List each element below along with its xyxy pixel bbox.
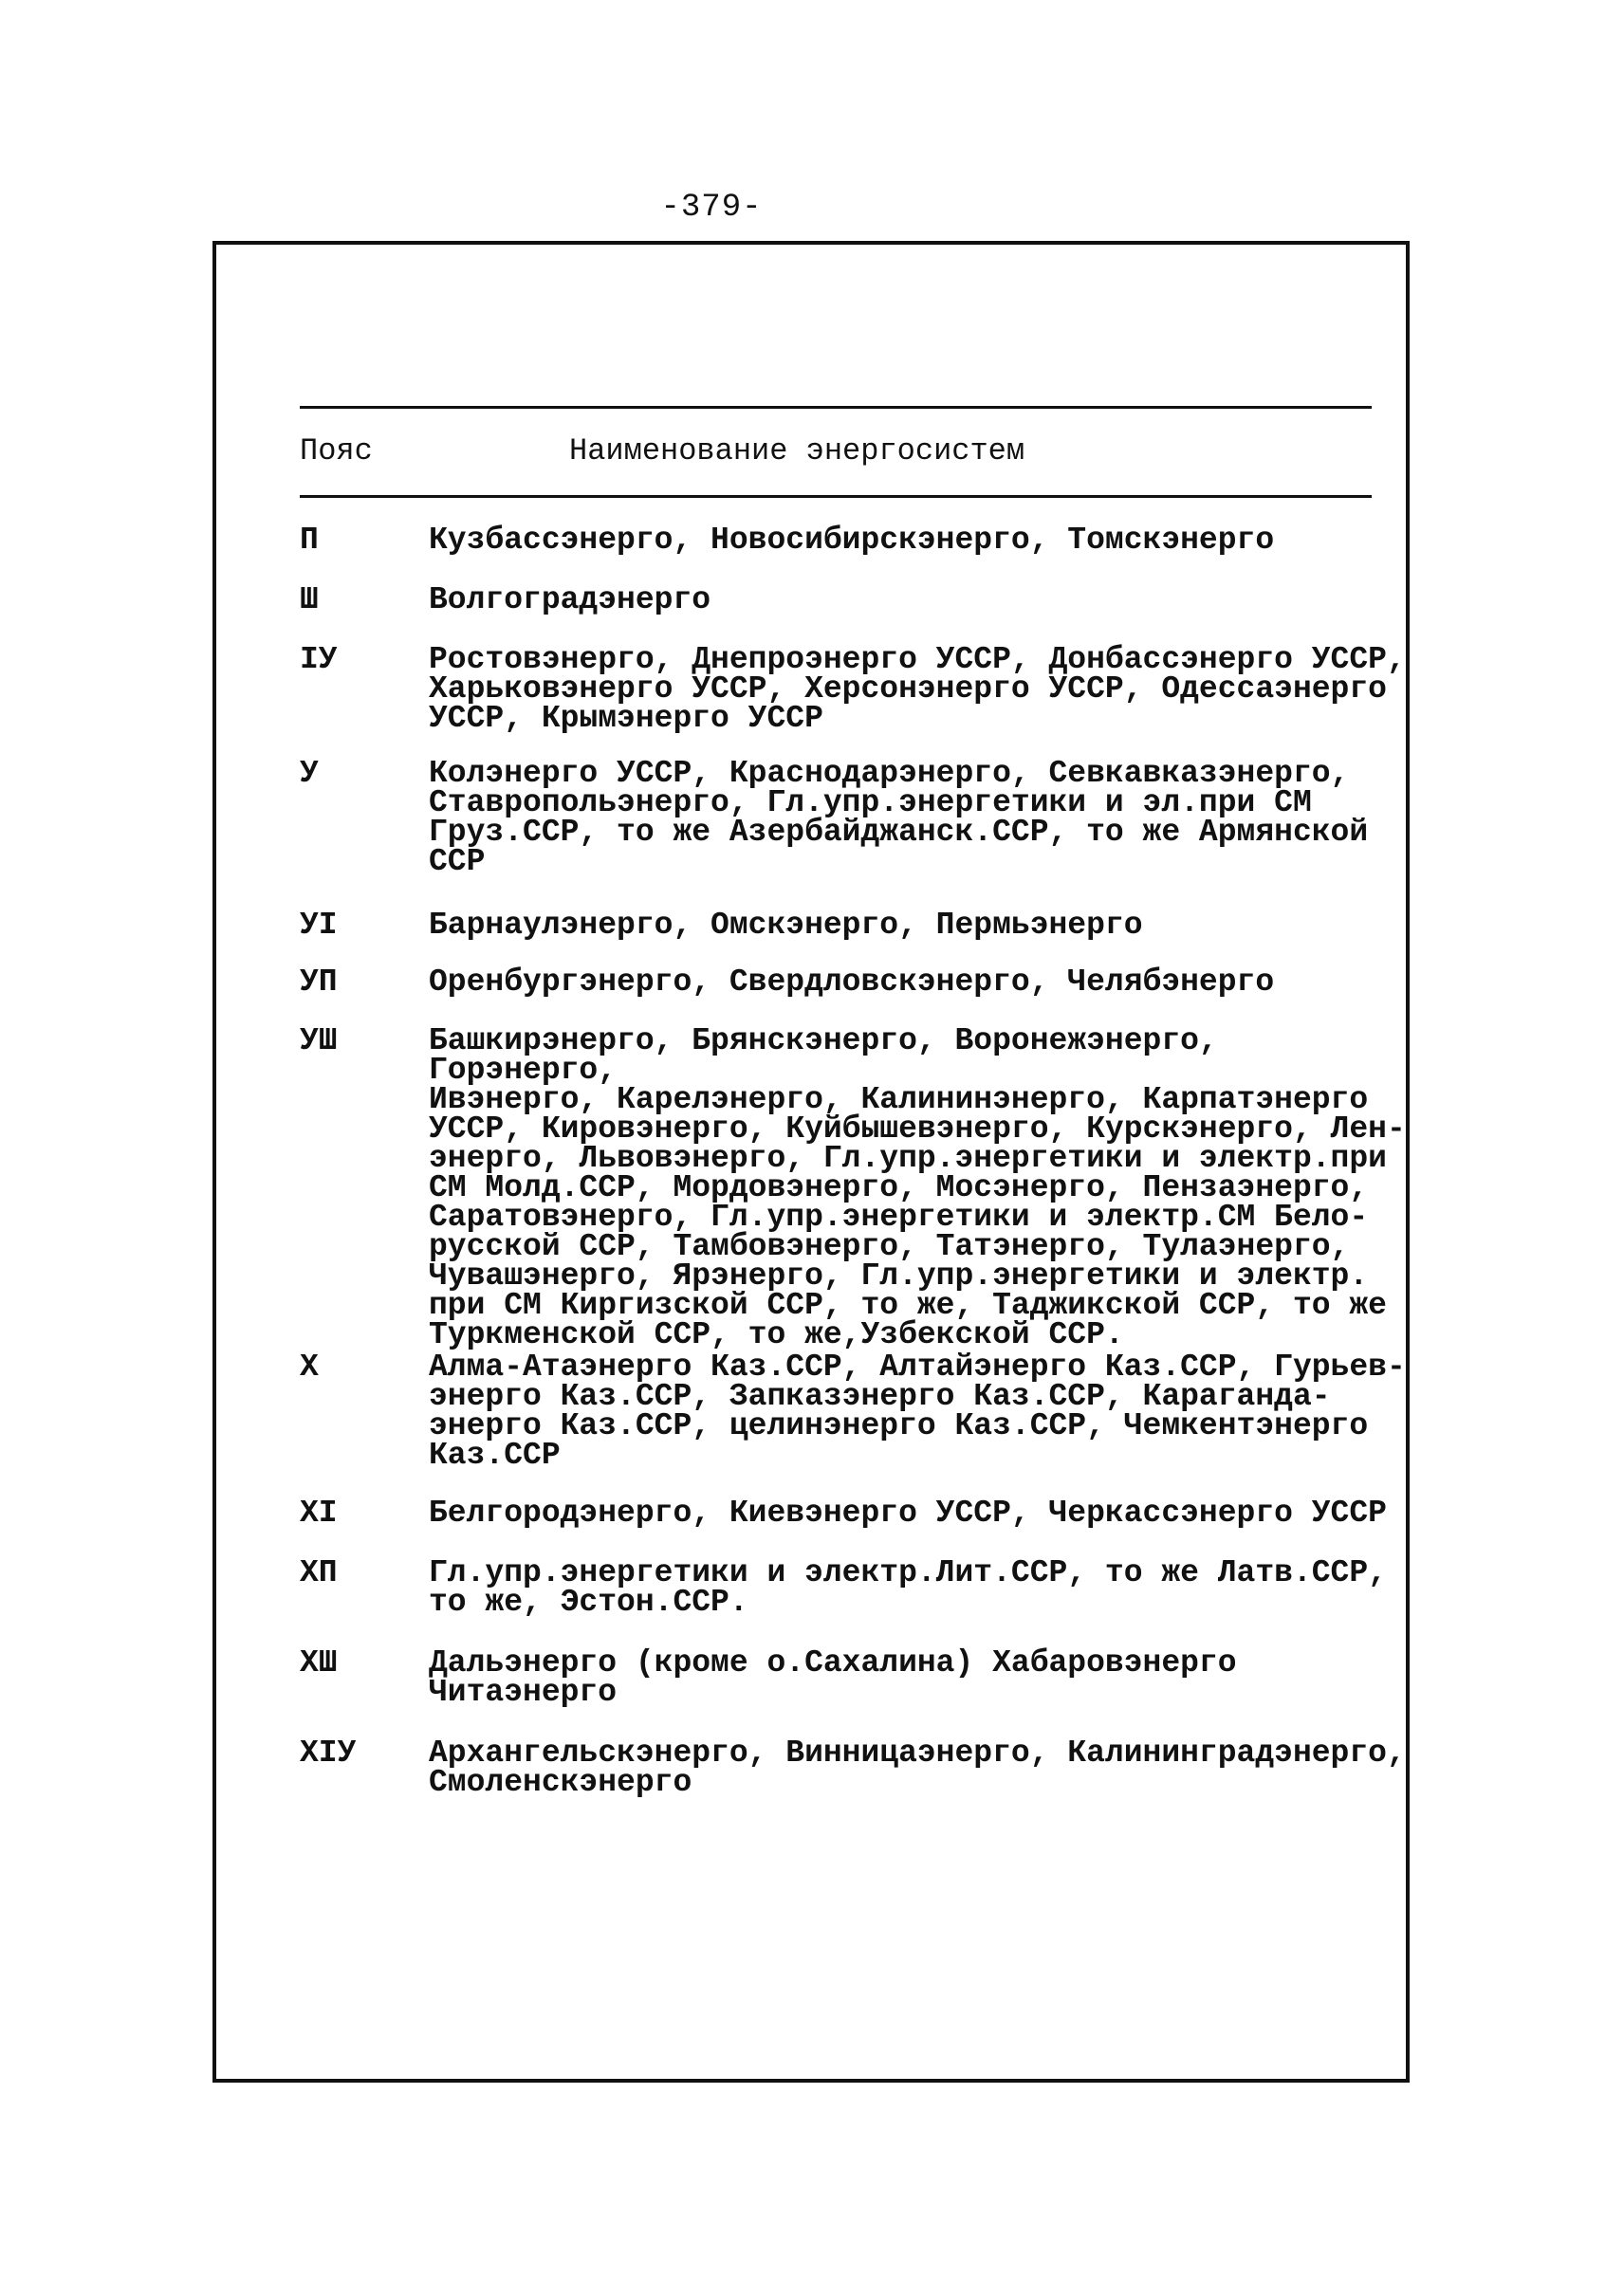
zone-cell: УП <box>300 964 338 1000</box>
zone-cell: УШ <box>300 1023 338 1058</box>
names-cell: Архангельскэнерго, Винницаэнерго, Калининградэнерго, Смоленскэнерго <box>429 1736 1406 1800</box>
zone-cell: XIУ <box>300 1736 357 1771</box>
names-cell: Колэнерго УССР, Краснодарэнерго, Севкавказэнерго, Ставропольэнерго, Гл.упр.энергетики и эл.при СМ Груз.ССР, то же Азербайджанск.ССР, то же Армянской ССР <box>429 756 1369 879</box>
zone-cell: IУ <box>300 642 338 677</box>
names-cell: Башкирэнерго, Брянскэнерго, Воронежэнерго, Горэнерго, Ивэнерго, Карелэнерго, Калининэнерго, Карпатэнерго УССР, Кировэнерго, Куйбышевэнерго, Курскэнерго, Лен- энерго, Львовэнерго, Гл.упр.энергетики и электр.при СМ Молд.ССР, Мордовэнерго, Мосэнерго, Пензаэнерго, Саратовэнерго, Гл.упр.энергетики и электр.СМ Бело- русской ССР, Тамбовэнерго, Татэнерго, Тулаэнерго, Чувашэнерго, Ярэнерго, Гл.упр.энергетики и электр. при СМ Киргизской ССР, то же, Таджикской ССР, то же Туркменской ССР, то же,Узбекской ССР. <box>429 1023 1406 1352</box>
zone-cell: УI <box>300 908 338 943</box>
names-cell: Оренбургэнерго, Свердловскэнерго, Челябэнерго <box>429 964 1275 1000</box>
header-bottom-rule <box>300 495 1372 498</box>
header-name-label: Наименование энергосистем <box>569 433 1025 468</box>
names-cell: Алма-Атаэнерго Каз.ССР, Алтайэнерго Каз.ССР, Гурьев- энерго Каз.ССР, Запказэнерго Каз.ССР, Караганда- энерго Каз.ССР, целинэнерго Каз.ССР, Чемкентэнерго Каз.ССР <box>429 1350 1406 1473</box>
page-number: -379- <box>660 190 763 226</box>
zone-cell: Ш <box>300 582 319 617</box>
names-cell: Ростовэнерго, Днепроэнерго УССР, Донбассэнерго УССР, Харьковэнерго УССР, Херсонэнерго УССР, Одессаэнерго УССР, Крымэнерго УССР <box>429 642 1406 736</box>
names-cell: Кузбассэнерго, Новосибирскэнерго, Томскэнерго <box>429 523 1275 558</box>
zone-cell: У <box>300 756 319 791</box>
header-zone-label: Пояс <box>300 433 373 468</box>
table-header <box>0 433 1624 481</box>
names-cell: Волгоградэнерго <box>429 582 711 617</box>
names-cell: Гл.упр.энергетики и электр.Лит.ССР, то же Латв.ССР, то же, Эстон.ССР. <box>429 1555 1387 1620</box>
zone-cell: X <box>300 1350 319 1385</box>
names-cell: Барнаулэнерго, Омскэнерго, Пермьэнерго <box>429 908 1143 943</box>
zone-cell: XШ <box>300 1645 338 1681</box>
names-cell: Дальэнерго (кроме о.Сахалина) Хабаровэнерго Читаэнерго <box>429 1645 1237 1710</box>
zone-cell: XП <box>300 1555 338 1590</box>
header-top-rule <box>300 406 1372 409</box>
zone-cell: П <box>300 523 319 558</box>
zone-cell: XI <box>300 1496 338 1531</box>
names-cell: Белгородэнерго, Киевэнерго УССР, Черкассэнерго УССР <box>429 1496 1387 1531</box>
